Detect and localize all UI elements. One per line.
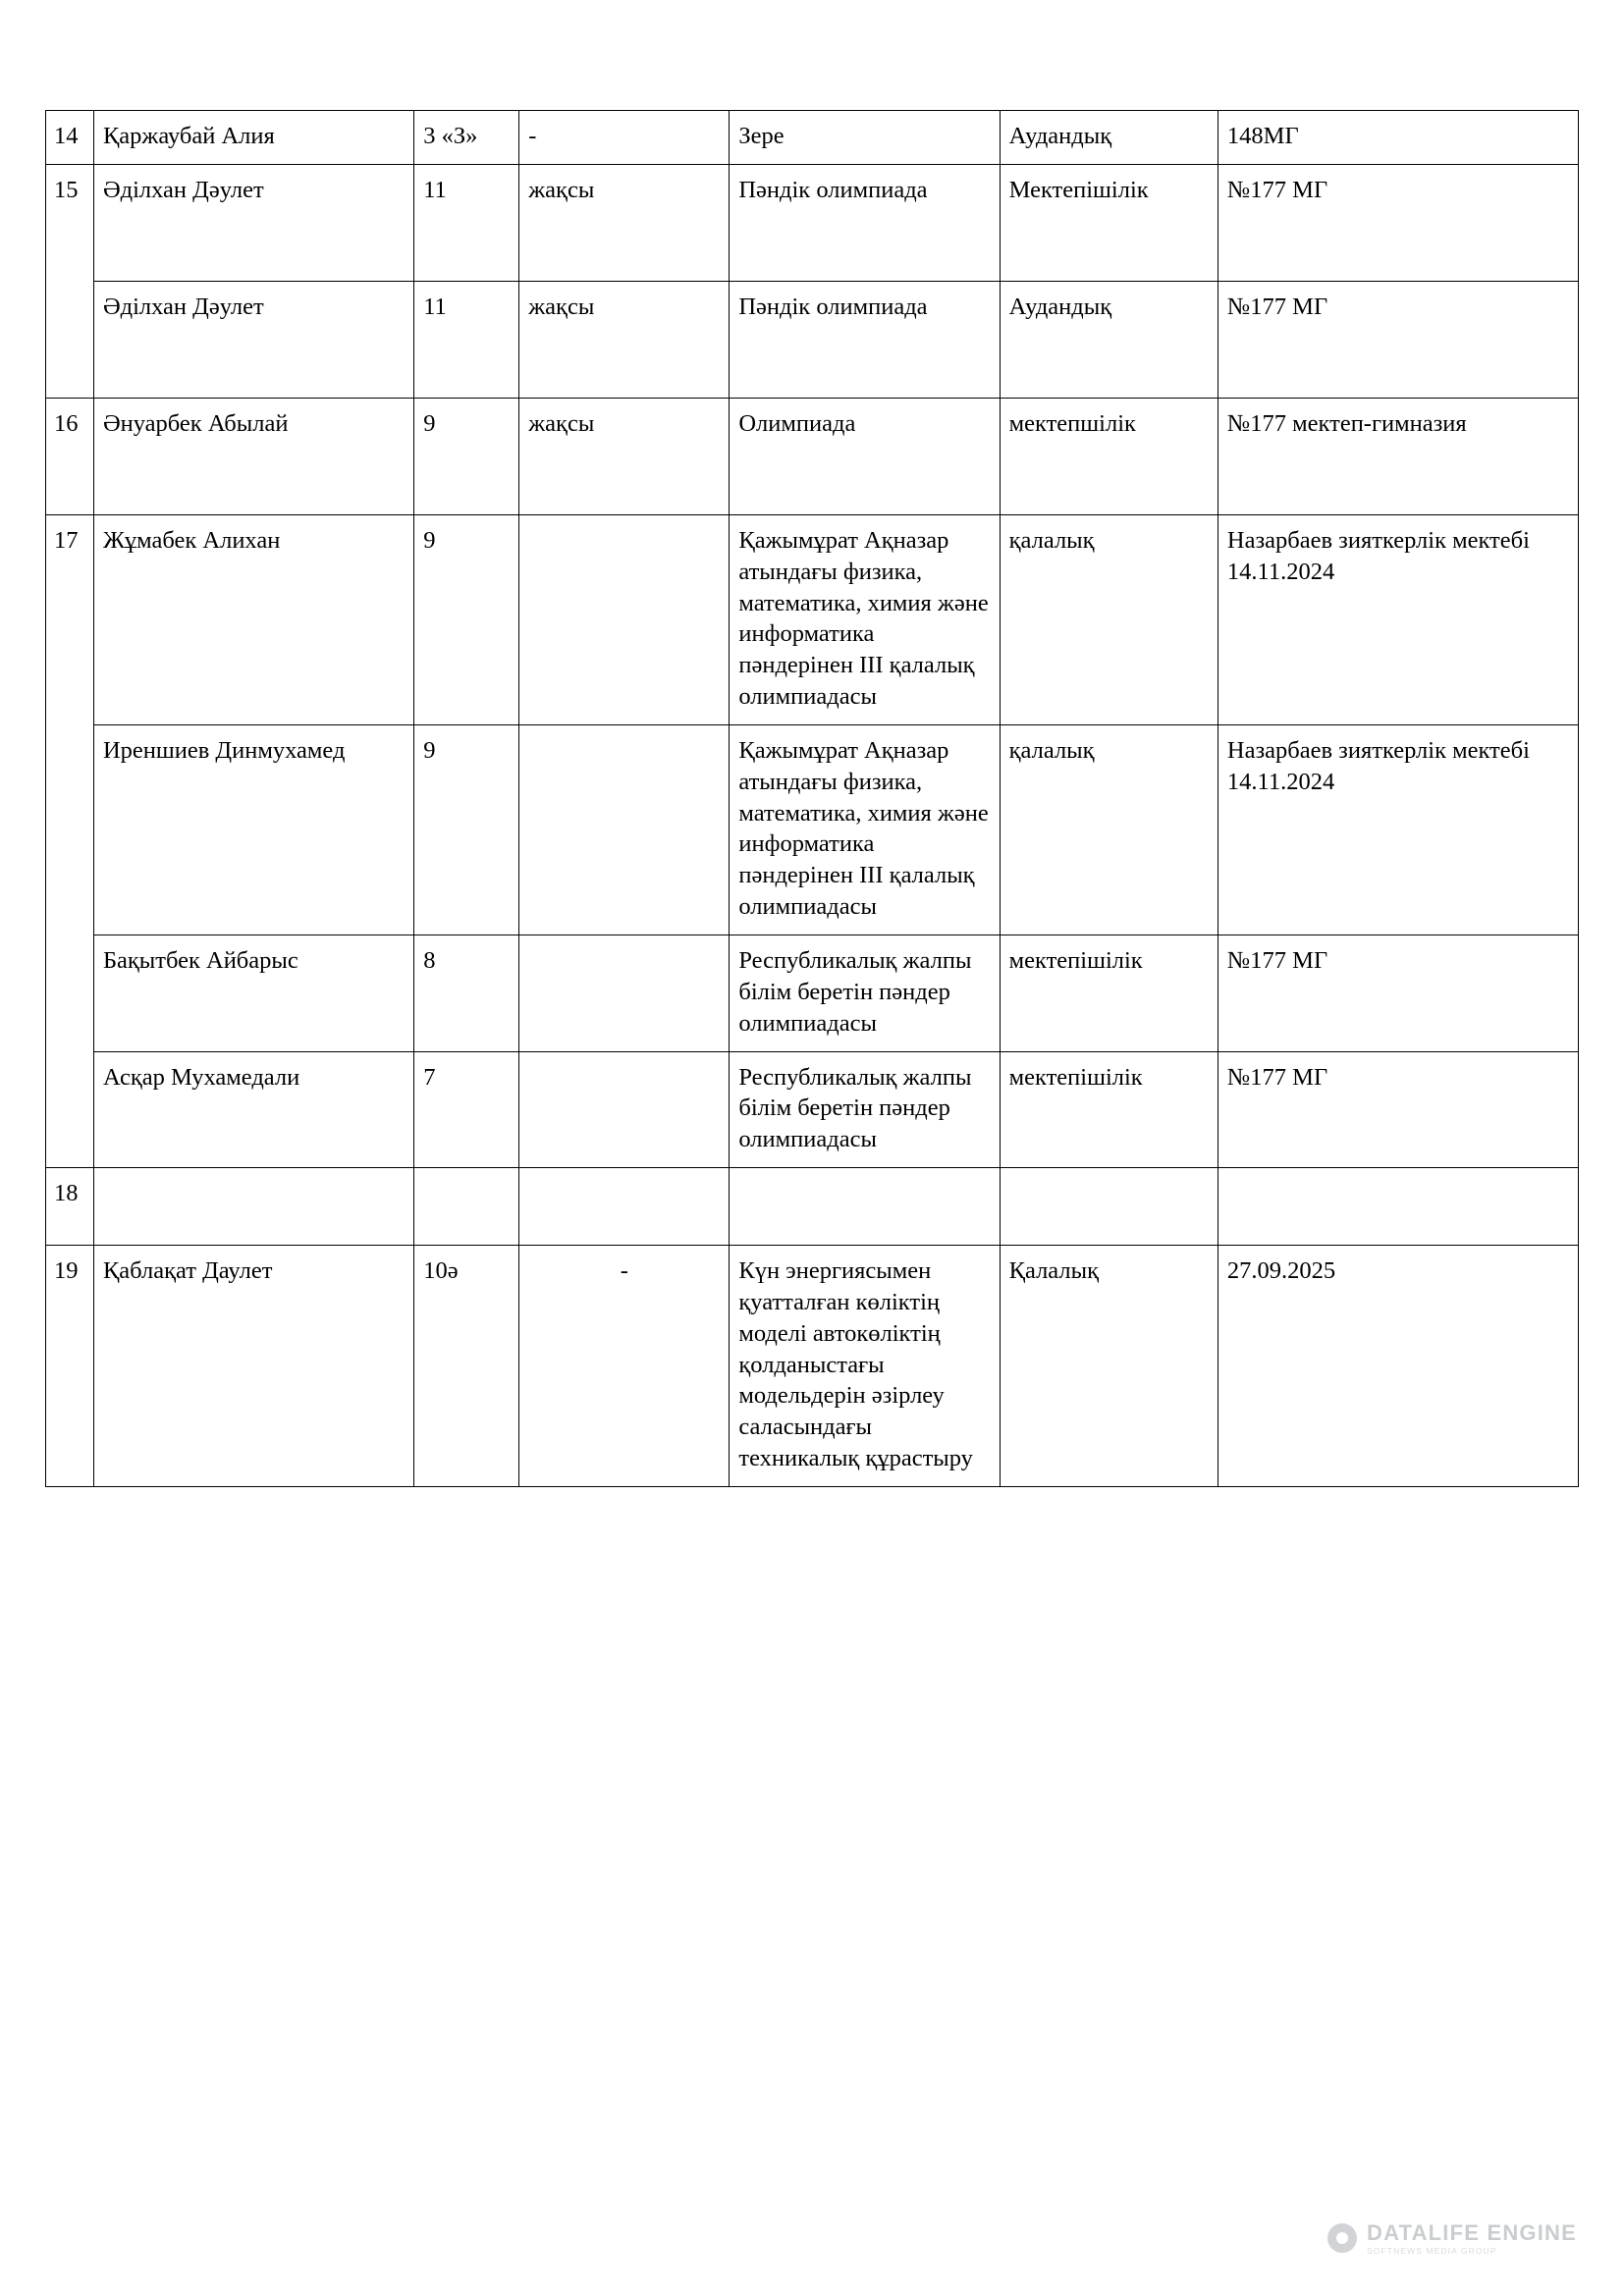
- student-result: [519, 1051, 730, 1168]
- table-row: [46, 1168, 1579, 1246]
- event-level: қалалық: [1000, 724, 1218, 934]
- student-name: [93, 1168, 413, 1246]
- organization: №177 МГ: [1218, 1051, 1578, 1168]
- watermark: [1327, 2219, 1577, 2256]
- organization: №177 МГ: [1218, 934, 1578, 1051]
- student-grade: 8: [414, 934, 519, 1051]
- datalife-logo-icon: [1327, 2223, 1357, 2253]
- event-name: Пәндік олимпиада: [730, 164, 1000, 281]
- event-level: мектепішілік: [1000, 934, 1218, 1051]
- organization: №177 мектеп-гимназия: [1218, 398, 1578, 514]
- event-name: Қажымұрат Ақназар атындағы физика, математика, химия және информатика пәндерінен III қалалық олимпиадасы: [730, 724, 1000, 934]
- event-level: Аудандық: [1000, 111, 1218, 165]
- event-name: Олимпиада: [730, 398, 1000, 514]
- student-grade: 9: [414, 398, 519, 514]
- student-name: Иреншиев Динмухамед: [93, 724, 413, 934]
- student-grade: 11: [414, 164, 519, 281]
- table-row: [46, 398, 1579, 514]
- event-level: мектепішілік: [1000, 1051, 1218, 1168]
- student-grade: [414, 1168, 519, 1246]
- event-level: Мектепішілік: [1000, 164, 1218, 281]
- student-result: [519, 724, 730, 934]
- student-grade: 10ә: [414, 1246, 519, 1487]
- event-name: Республикалық жалпы білім беретін пәндер олимпиадасы: [730, 934, 1000, 1051]
- table-row: [46, 934, 1579, 1051]
- student-grade: 9: [414, 514, 519, 724]
- event-level: Қалалық: [1000, 1246, 1218, 1487]
- student-result: жақсы: [519, 281, 730, 398]
- event-name: Пәндік олимпиада: [730, 281, 1000, 398]
- watermark-subtitle: SOFTNEWS MEDIA GROUP: [1367, 2245, 1497, 2256]
- row-number: 16: [46, 398, 94, 514]
- student-result: [519, 514, 730, 724]
- event-name: [730, 1168, 1000, 1246]
- event-level: мектепшілік: [1000, 398, 1218, 514]
- table-row: [46, 1051, 1579, 1168]
- student-name: Асқар Мухамедали: [93, 1051, 413, 1168]
- student-grade: 11: [414, 281, 519, 398]
- table-row: [46, 1246, 1579, 1487]
- row-number: 19: [46, 1246, 94, 1487]
- table-row: [46, 514, 1579, 724]
- organization: Назарбаев зияткерлік мектебі 14.11.2024: [1218, 514, 1578, 724]
- row-number-continued: [46, 934, 94, 1051]
- row-number: 15: [46, 164, 94, 281]
- table-row: [46, 164, 1579, 281]
- organization: №177 МГ: [1218, 281, 1578, 398]
- watermark-title: DATALIFE ENGINE: [1367, 2219, 1577, 2245]
- student-name: Жұмабек Алихан: [93, 514, 413, 724]
- student-result: жақсы: [519, 398, 730, 514]
- row-number-continued: [46, 1051, 94, 1168]
- student-name: Бақытбек Айбарыс: [93, 934, 413, 1051]
- student-result: жақсы: [519, 164, 730, 281]
- row-number: 17: [46, 514, 94, 724]
- student-result: [519, 1168, 730, 1246]
- student-name: Қаблақат Даулет: [93, 1246, 413, 1487]
- student-result: -: [519, 111, 730, 165]
- event-name: Республикалық жалпы білім беретін пәндер олимпиадасы: [730, 1051, 1000, 1168]
- event-level: қалалық: [1000, 514, 1218, 724]
- event-name: Күн энергиясымен қуатталған көліктің моделі автокөліктің қолданыстағы модельдерін әзірлеу саласындағы техникалық құрастыру: [730, 1246, 1000, 1487]
- student-name: Әнуарбек Абылай: [93, 398, 413, 514]
- organization: №177 МГ: [1218, 164, 1578, 281]
- table-row: [46, 281, 1579, 398]
- table-row: [46, 724, 1579, 934]
- row-number: 18: [46, 1168, 94, 1246]
- student-grade: 9: [414, 724, 519, 934]
- event-level: Аудандық: [1000, 281, 1218, 398]
- student-result: -: [519, 1246, 730, 1487]
- table-row: [46, 111, 1579, 165]
- watermark-text: [1367, 2219, 1577, 2256]
- organization: 148МГ: [1218, 111, 1578, 165]
- achievements-table: [45, 110, 1579, 1487]
- student-result: [519, 934, 730, 1051]
- student-grade: 7: [414, 1051, 519, 1168]
- event-name: Зере: [730, 111, 1000, 165]
- organization: 27.09.2025: [1218, 1246, 1578, 1487]
- student-name: Әділхан Дәулет: [93, 164, 413, 281]
- organization: Назарбаев зияткерлік мектебі 14.11.2024: [1218, 724, 1578, 934]
- row-number-continued: [46, 281, 94, 398]
- student-grade: 3 «З»: [414, 111, 519, 165]
- student-name: Әділхан Дәулет: [93, 281, 413, 398]
- event-level: [1000, 1168, 1218, 1246]
- event-name: Қажымұрат Ақназар атындағы физика, математика, химия және информатика пәндерінен III қалалық олимпиадасы: [730, 514, 1000, 724]
- row-number-continued: [46, 724, 94, 934]
- row-number: 14: [46, 111, 94, 165]
- organization: [1218, 1168, 1578, 1246]
- student-name: Қаржаубай Алия: [93, 111, 413, 165]
